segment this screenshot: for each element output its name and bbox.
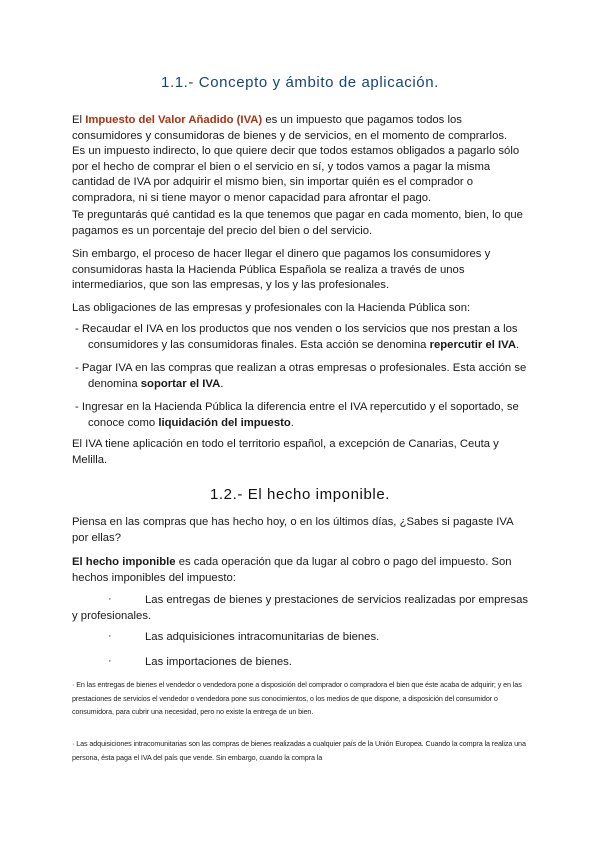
taxable-event-item: Las entregas de bienes y prestaciones de servicios realizadas por empresas [145,594,529,606]
taxable-event-item: Las importaciones de bienes. [145,656,292,668]
obligation-item: - Ingresar en la Hacienda Pública la diferencia entre el IVA repercutido y el soportado, se conoce como liquidación del impuesto. [75,401,519,429]
paragraph-question: Piensa en las compras que has hecho hoy, o en los últimos días, ¿Sabes si pagaste IVA por ellas? [72,516,514,544]
section-title-2: 1.2.- El hecho imponible. [209,486,391,503]
obligation-item: - Recaudar el IVA en los productos que nos venden o los servicios que nos prestan a los consumidores y las consumidoras finales. Esta acción se denomina repercutir el IVA. [75,323,520,351]
paragraph-percentage: Te preguntarás qué cantidad es la que tenemos que pagar en cada momento, bien, lo que pagamos es un porcentaje del precio del bien o del servicio. [72,209,523,237]
bullet-dot: · [108,655,112,667]
paragraph-obligations: Las obligaciones de las empresas y profesionales con la Hacienda Pública son: [72,302,471,314]
footnote-adquisiciones: · Las adquisiciones intracomunitarias son las compras de bienes realizadas a cualquier país de la Unión Europea. Cuando la compra la realiza una persona, ésta paga el IVA del país que vende. Sin embargo, cuando la compra la [72,739,526,762]
taxable-event-item: Las adquisiciones intracomunitarias de bienes. [145,631,380,643]
footnote-entregas: · En las entregas de bienes el vendedor o vendedora pone a disposición del comprador o compradora el bien que éste acaba de adquirir; y en las prestaciones de servicios el vendedor o vendedora pone sus conocimientos, o los medios de que dispone, a disposición del consumidor o consumidora, para cubrir una necesidad, pero no existe la entrega de un bien. [72,680,522,716]
paragraph-territory: El IVA tiene aplicación en todo el territorio español, a excepción de Canarias, Ceuta y Melilla. [72,438,499,466]
section-title-1: 1.1.- Concepto y ámbito de aplicación. [161,74,439,91]
paragraph-iva-definition: El Impuesto del Valor Añadido (IVA) es un impuesto que pagamos todos los consumidores y consumidoras de bienes y de servicios, en el momento de comprarlos. Es un impuesto indirecto, lo que quiere decir que todos estamos obligados a pagarlo sólo por el hecho de comprar el bien o el servicio en sí, y todos vamos a pagar la misma cantidad de IVA por adquirir el mismo bien, sin importar quién es el comprador o compradora, ni si tiene mayor o menor capacidad para afrontar el pago. [72,114,520,204]
obligation-item: - Pagar IVA en las compras que realizan a otras empresas o profesionales. Esta acción se denomina soportar el IVA. [75,362,527,390]
taxable-event-item-cont: y profesionales. [72,610,152,622]
highlight-iva: Impuesto del Valor Añadido (IVA) [85,114,263,126]
bullet-dot: · [108,593,112,605]
paragraph-intermediaries: Sin embargo, el proceso de hacer llegar el dinero que pagamos los consumidores y consumidoras hasta la Hacienda Pública Española se realiza a través de unos intermediarios, que son las empresas, y los y las profesionales. [72,248,491,291]
paragraph-hecho-imponible: El hecho imponible es cada operación que da lugar al cobro o pago del impuesto. Son hechos imponibles del impuesto: [72,556,512,584]
bullet-dot: · [108,630,112,642]
